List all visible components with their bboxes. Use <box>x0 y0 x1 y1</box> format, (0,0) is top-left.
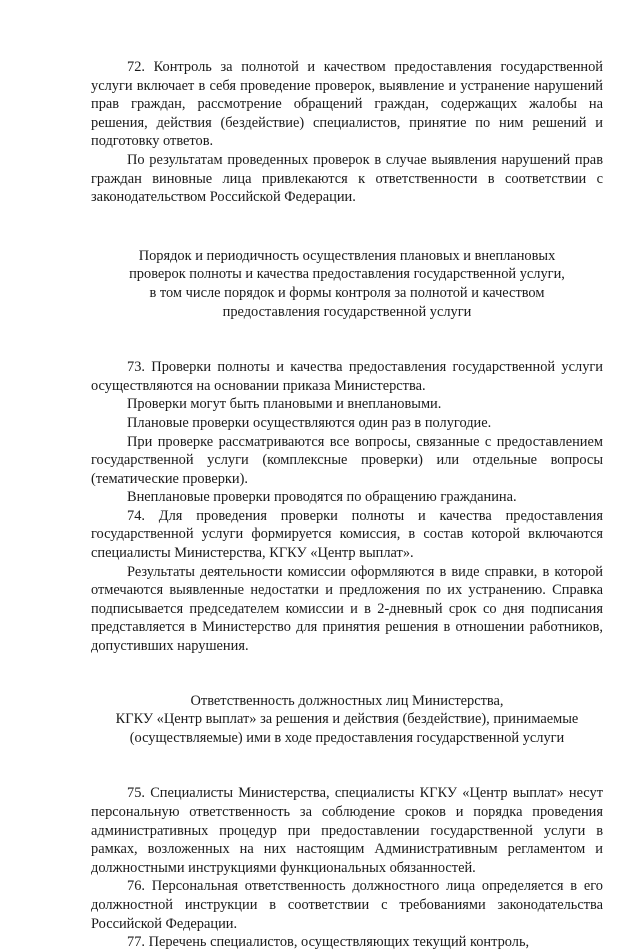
paragraph-73: 73. Проверки полноты и качества предоставления государственной услуги осуществляются на основании приказа Министерства. <box>91 359 603 394</box>
paragraph-unplanned-basis: Внеплановые проверки проводятся по обращению гражданина. <box>127 489 517 506</box>
heading-line: в том числе порядок и формы контроля за полнотой и качеством <box>149 284 545 301</box>
heading-line: Ответственность должностных лиц Министерства, <box>190 692 504 709</box>
section-heading-responsibility <box>91 692 603 748</box>
paragraph-planned-frequency: Плановые проверки осуществляются один раз в полугодие. <box>127 414 492 431</box>
paragraph-76: 76. Персональная ответственность должностного лица определяется в его должностной инструкции в соответствии с требованиями законодательства Российской Федерации. <box>91 878 603 932</box>
paragraph-commission-results: Результаты деятельности комиссии оформляются в виде справки, в которой отмечаются выявленные недостатки и предложения по их устранению. Справка подписывается председателем комиссии и в 2-дневный срок со дня подписания представляется в Министерство для принятия решения в отношении работников, допустивших нарушения. <box>91 563 603 655</box>
heading-line: Порядок и периодичность осуществления плановых и внеплановых <box>138 247 556 264</box>
section-heading-inspections <box>91 247 603 321</box>
heading-line: предоставления государственной услуги <box>222 303 472 320</box>
paragraph-77: 77. Перечень специалистов, осуществляющих текущий контроль, <box>127 934 530 951</box>
paragraph-inspection-scope: При проверке рассматриваются все вопросы, связанные с предоставлением государственной услуги (комплексные проверки) или отдельные вопросы (тематические проверки). <box>91 433 603 487</box>
paragraph-planned-unplanned: Проверки могут быть плановыми и внеплановыми. <box>127 396 442 413</box>
heading-line: проверок полноты и качества предоставления государственной услуги, <box>129 266 565 283</box>
paragraph-74: 74. Для проведения проверки полноты и качества предоставления государственной услуги формируется комиссия, в состав которой включаются специалисты Министерства, КГКУ «Центр выплат». <box>91 507 603 562</box>
heading-line: КГКУ «Центр выплат» за решения и действия (бездействие), принимаемые <box>115 711 579 728</box>
paragraph-72: 72. Контроль за полнотой и качеством предоставления государственной услуги включает в себя проведение проверок, выявление и устранение нарушений прав граждан, рассмотрение обращений граждан, содержащих жалобы на решения, действия (бездействие) специалистов, принятие по ним решений и подготовку ответов. <box>91 59 603 150</box>
heading-line: (осуществляемые) ими в ходе предоставления государственной услуги <box>129 729 565 746</box>
paragraph-75: 75. Специалисты Министерства, специалисты КГКУ «Центр выплат» несут персональную ответственность за соблюдение сроков и порядка проведения административных процедур при предоставлении государственной услуги в рамках, возложенных на них настоящим Административным регламентом и должностными инструкциями функциональных обязанностей. <box>91 785 603 876</box>
paragraph-violations: По результатам проведенных проверок в случае выявления нарушений прав граждан виновные лица привлекаются к ответственности в соответствии с законодательством Российской Федерации. <box>91 151 603 206</box>
